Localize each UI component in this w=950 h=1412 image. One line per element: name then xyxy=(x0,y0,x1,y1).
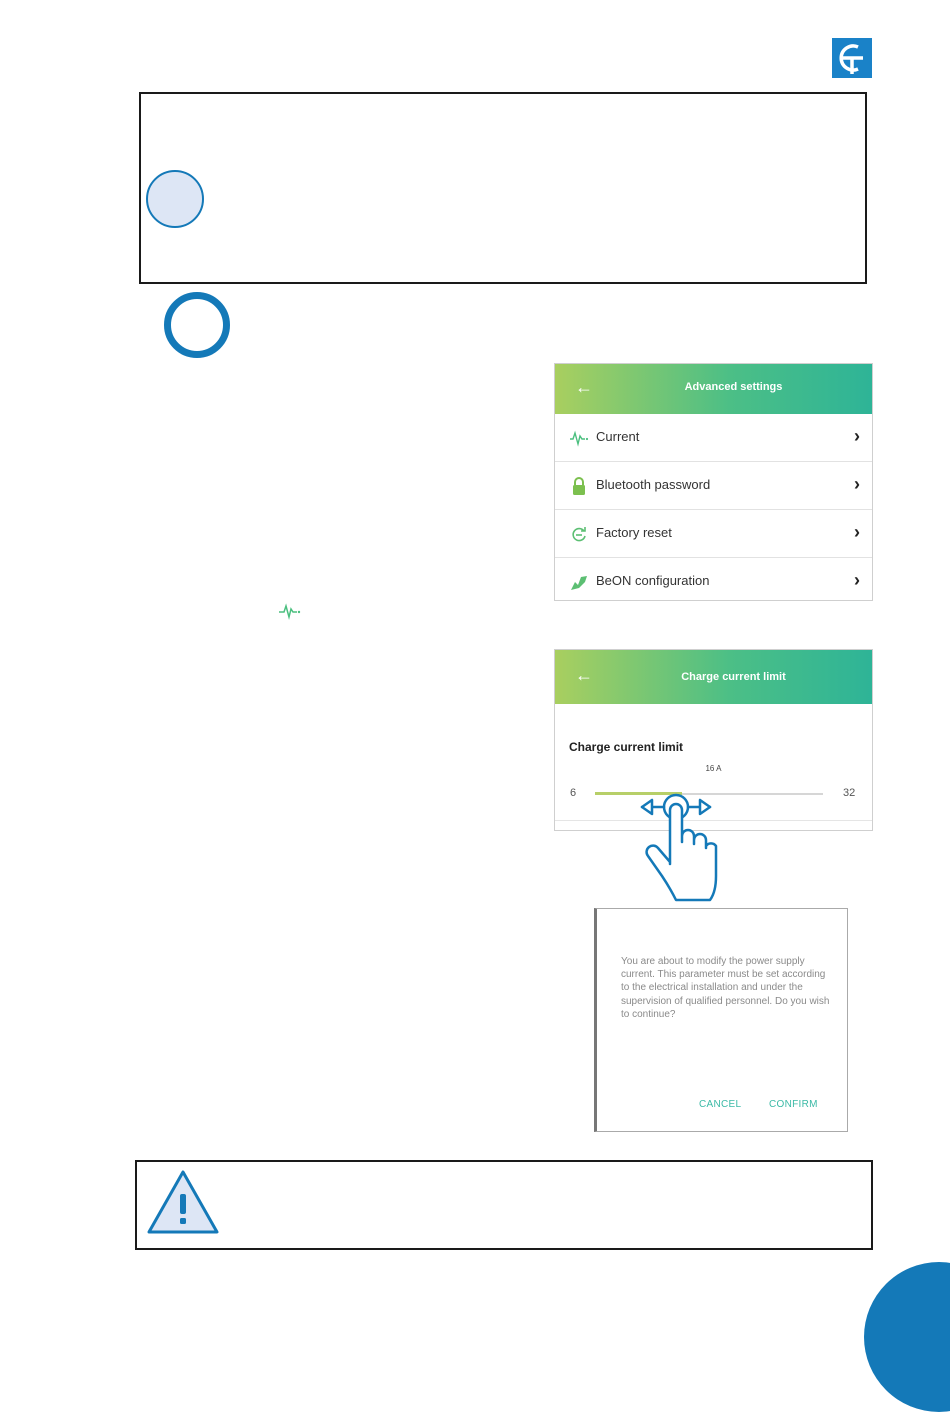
menu-item-beon-configuration[interactable] xyxy=(555,558,872,601)
chevron-right-icon: › xyxy=(854,522,860,542)
limit-label: Charge current limit xyxy=(569,740,684,754)
advanced-settings-screen xyxy=(554,363,873,601)
slider-max-label: 32 xyxy=(843,787,856,799)
info-icon xyxy=(146,170,204,228)
slider-min-label: 6 xyxy=(570,787,577,799)
info-box xyxy=(139,92,867,284)
menu-item-label: Current xyxy=(596,429,640,444)
lock-icon xyxy=(569,476,589,496)
cancel-button[interactable]: CANCEL xyxy=(699,1099,742,1110)
menu-item-label: Bluetooth password xyxy=(596,477,711,492)
factory-reset-icon xyxy=(569,524,589,544)
menu-item-factory-reset[interactable] xyxy=(555,510,872,558)
app-bar xyxy=(555,650,872,704)
drag-hand-icon xyxy=(620,780,740,910)
menu-item-label: Factory reset xyxy=(596,525,672,540)
brand-logo xyxy=(832,38,872,78)
limit-value: 16 A xyxy=(705,764,722,773)
back-arrow-icon[interactable]: ← xyxy=(575,377,593,397)
chevron-right-icon: › xyxy=(854,474,860,494)
menu-item-label: BeON configuration xyxy=(596,573,710,588)
screen-title: Advanced settings xyxy=(684,381,783,393)
menu-item-bluetooth-password[interactable] xyxy=(555,462,872,510)
dialog-message: You are about to modify the power supply current. This parameter must be set according to the electrical installation and under the supervision of qualified personnel. Do you wish to continue? xyxy=(621,956,830,1020)
page-corner-tab xyxy=(864,1262,950,1412)
warning-box xyxy=(135,1160,873,1250)
app-bar xyxy=(555,364,872,414)
chevron-right-icon: › xyxy=(854,426,860,446)
current-wave-icon xyxy=(569,428,589,448)
step-marker-icon xyxy=(164,292,230,358)
back-arrow-icon[interactable]: ← xyxy=(575,665,593,685)
confirmation-dialog xyxy=(594,908,848,1132)
screen-title: Charge current limit xyxy=(681,671,786,683)
current-wave-icon xyxy=(278,602,302,620)
warning-triangle-icon xyxy=(146,1168,220,1236)
beon-icon xyxy=(569,572,589,592)
chevron-right-icon: › xyxy=(854,570,860,590)
menu-item-current[interactable] xyxy=(555,414,872,462)
confirm-button[interactable]: CONFIRM xyxy=(769,1099,818,1110)
